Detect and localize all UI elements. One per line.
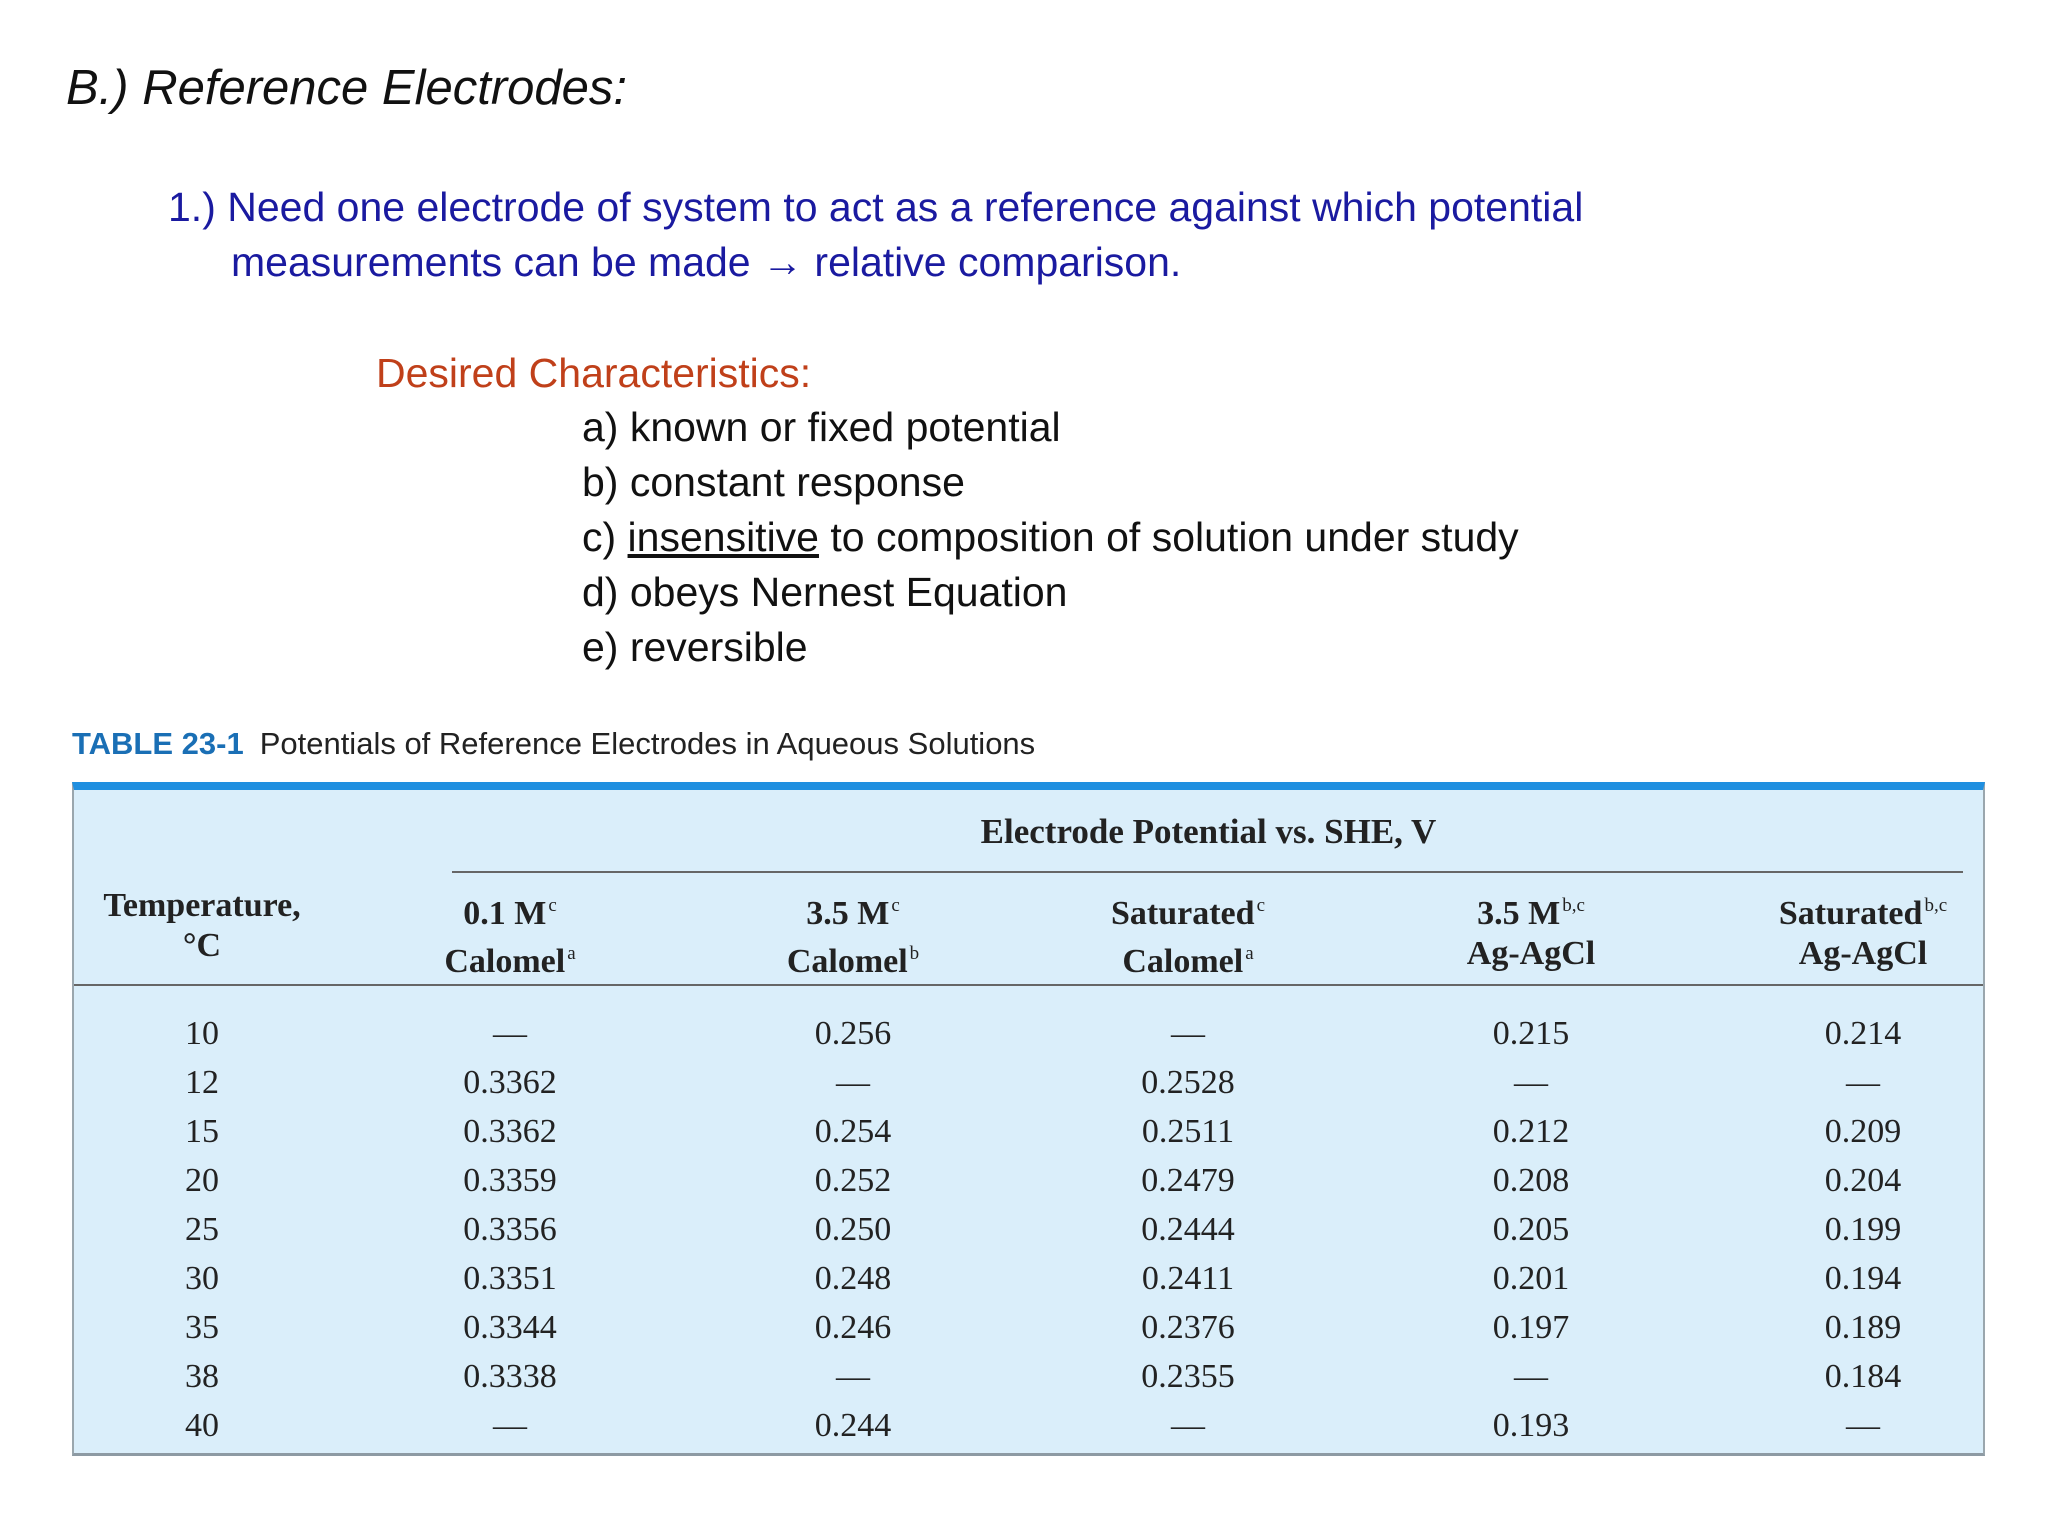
characteristic-prefix: c) xyxy=(582,514,628,560)
table-row xyxy=(74,1108,1983,1156)
arrow-icon: → xyxy=(762,239,804,285)
table-row xyxy=(74,1010,1983,1058)
temperature-cell: 40 xyxy=(185,1407,219,1444)
table-row xyxy=(74,1206,1983,1254)
potential-cell: — xyxy=(1846,1407,1880,1444)
column-header-line2: Calomel $^a$ xyxy=(1122,943,1254,980)
underlined-word: insensitive xyxy=(627,514,819,560)
column-header-line1: 0.1 M $^c$ xyxy=(463,895,557,932)
potential-cell: 0.2355 xyxy=(1141,1358,1235,1395)
potential-cell: 0.201 xyxy=(1492,1260,1570,1297)
potential-cell: 0.197 xyxy=(1492,1309,1570,1346)
temperature-cell: 25 xyxy=(185,1211,219,1248)
table-row xyxy=(74,1255,1983,1303)
potential-cell: 0.214 xyxy=(1824,1015,1902,1052)
column-header-line2: Calomel $^b$ xyxy=(786,943,920,980)
point-one-line1: 1.) Need one electrode of system to act as a reference against which potential xyxy=(168,184,1584,230)
potential-cell: 0.2479 xyxy=(1141,1162,1235,1199)
group-header: Electrode Potential vs. SHE, V xyxy=(980,812,1437,851)
potential-cell: 0.3356 xyxy=(463,1211,557,1248)
potential-cell: 0.3362 xyxy=(463,1113,557,1150)
column-header-line2: Ag-AgCl xyxy=(1466,935,1596,972)
potential-cell: 0.250 xyxy=(814,1211,892,1248)
slide-heading: B.) Reference Electrodes: xyxy=(66,61,628,115)
table-number: TABLE 23-1 xyxy=(72,726,244,761)
temperature-cell: 12 xyxy=(185,1064,219,1101)
potential-cell: — xyxy=(836,1358,870,1395)
characteristic-suffix: to composition of solution under study xyxy=(818,514,1519,560)
footnote-marker: a xyxy=(567,943,576,964)
characteristic-item: b) constant response xyxy=(582,459,965,505)
potential-cell: 0.252 xyxy=(814,1162,892,1199)
potential-cell: 0.3351 xyxy=(463,1260,557,1297)
desired-characteristics-label: Desired Characteristics: xyxy=(376,350,812,396)
footnote-marker: a xyxy=(1245,943,1254,964)
table-caption xyxy=(72,726,1035,762)
potential-cell: 0.189 xyxy=(1824,1309,1902,1346)
potential-cell: 0.2528 xyxy=(1141,1064,1235,1101)
point-one-line2 xyxy=(168,235,1583,290)
point-one-line2-before: measurements can be made xyxy=(231,239,751,285)
characteristic-item: a) known or fixed potential xyxy=(582,404,1061,450)
header-rule xyxy=(74,984,1983,986)
potential-cell: 0.256 xyxy=(814,1015,892,1052)
potential-cell: — xyxy=(836,1064,870,1101)
temperature-cell: 30 xyxy=(185,1260,219,1297)
potential-cell: 0.212 xyxy=(1492,1113,1570,1150)
potential-cell: 0.244 xyxy=(814,1407,892,1444)
column-header-3-5m-ag-agcl xyxy=(1467,886,1595,974)
potential-cell: 0.205 xyxy=(1492,1211,1570,1248)
characteristic-item: e) reversible xyxy=(582,624,808,670)
table-row xyxy=(74,1402,1983,1450)
table-row xyxy=(74,1353,1983,1401)
potential-cell: — xyxy=(1514,1358,1548,1395)
potential-cell: 0.254 xyxy=(814,1113,892,1150)
point-one xyxy=(168,180,1583,290)
potential-cell: 0.199 xyxy=(1824,1211,1902,1248)
characteristic-item: d) obeys Nernest Equation xyxy=(582,569,1068,615)
temperature-cell: 38 xyxy=(185,1358,219,1395)
potential-cell: — xyxy=(493,1407,527,1444)
potential-cell: 0.3344 xyxy=(463,1309,557,1346)
column-header-3-5m-calomel xyxy=(787,886,919,982)
temperature-cell: 10 xyxy=(185,1015,219,1052)
footnote-marker: c xyxy=(1256,895,1265,916)
temperature-cell: 20 xyxy=(185,1162,219,1199)
column-header-line1: 3.5 M $^c$ xyxy=(806,895,900,932)
column-header-line1: Saturated $^{b,c}$ xyxy=(1778,895,1948,932)
potential-cell: 0.2376 xyxy=(1141,1309,1235,1346)
potential-cell: 0.209 xyxy=(1824,1113,1902,1150)
group-header-rule xyxy=(452,871,1963,873)
table-row xyxy=(74,1157,1983,1205)
potential-cell: — xyxy=(1514,1064,1548,1101)
footnote-marker: b,c xyxy=(1924,895,1948,916)
footnote-marker: c xyxy=(891,895,900,916)
potential-cell: 0.3338 xyxy=(463,1358,557,1395)
column-header-temperature xyxy=(103,886,300,966)
potential-cell: 0.204 xyxy=(1824,1162,1902,1199)
column-header-line2: °C xyxy=(182,927,222,964)
potential-cell: 0.3359 xyxy=(463,1162,557,1199)
footnote-marker: b,c xyxy=(1562,895,1585,916)
table-row xyxy=(74,1304,1983,1352)
potential-cell: 0.193 xyxy=(1492,1407,1570,1444)
column-header-line1: 3.5 M $^{b,c}$ xyxy=(1477,895,1585,932)
potential-cell: — xyxy=(1846,1064,1880,1101)
potential-cell: 0.246 xyxy=(814,1309,892,1346)
point-one-line2-after: relative comparison. xyxy=(814,239,1182,285)
potential-cell: 0.215 xyxy=(1492,1015,1570,1052)
column-header-line1: Temperature, xyxy=(103,887,301,924)
potential-cell: 0.194 xyxy=(1824,1260,1902,1297)
potential-cell: 0.2411 xyxy=(1141,1260,1235,1297)
column-header-0-1m-calomel xyxy=(444,886,575,982)
column-header-line2: Ag-AgCl xyxy=(1798,935,1928,972)
characteristics-list xyxy=(582,400,1519,675)
column-header-line1: Saturated $^c$ xyxy=(1111,895,1265,932)
temperature-cell: 15 xyxy=(185,1113,219,1150)
temperature-cell: 35 xyxy=(185,1309,219,1346)
column-header-saturated-calomel xyxy=(1111,886,1265,982)
footnote-marker: b xyxy=(909,943,920,964)
potential-cell: 0.208 xyxy=(1492,1162,1570,1199)
potential-cell: 0.2511 xyxy=(1141,1113,1235,1150)
table-title: Potentials of Reference Electrodes in Aqueous Solutions xyxy=(259,726,1036,761)
potential-cell: — xyxy=(493,1015,527,1052)
potential-cell: — xyxy=(1171,1015,1205,1052)
potential-cell: 0.248 xyxy=(814,1260,892,1297)
column-header-line2: Calomel $^a$ xyxy=(444,943,576,980)
potential-cell: 0.2444 xyxy=(1141,1211,1235,1248)
table-row xyxy=(74,1059,1983,1107)
column-header-saturated-ag-agcl xyxy=(1779,886,1947,974)
potentials-table xyxy=(72,782,1985,1456)
potential-cell: — xyxy=(1171,1407,1205,1444)
footnote-marker: c xyxy=(548,895,557,916)
potential-cell: 0.184 xyxy=(1824,1358,1902,1395)
characteristic-item xyxy=(582,510,1519,565)
potential-cell: 0.3362 xyxy=(463,1064,557,1101)
